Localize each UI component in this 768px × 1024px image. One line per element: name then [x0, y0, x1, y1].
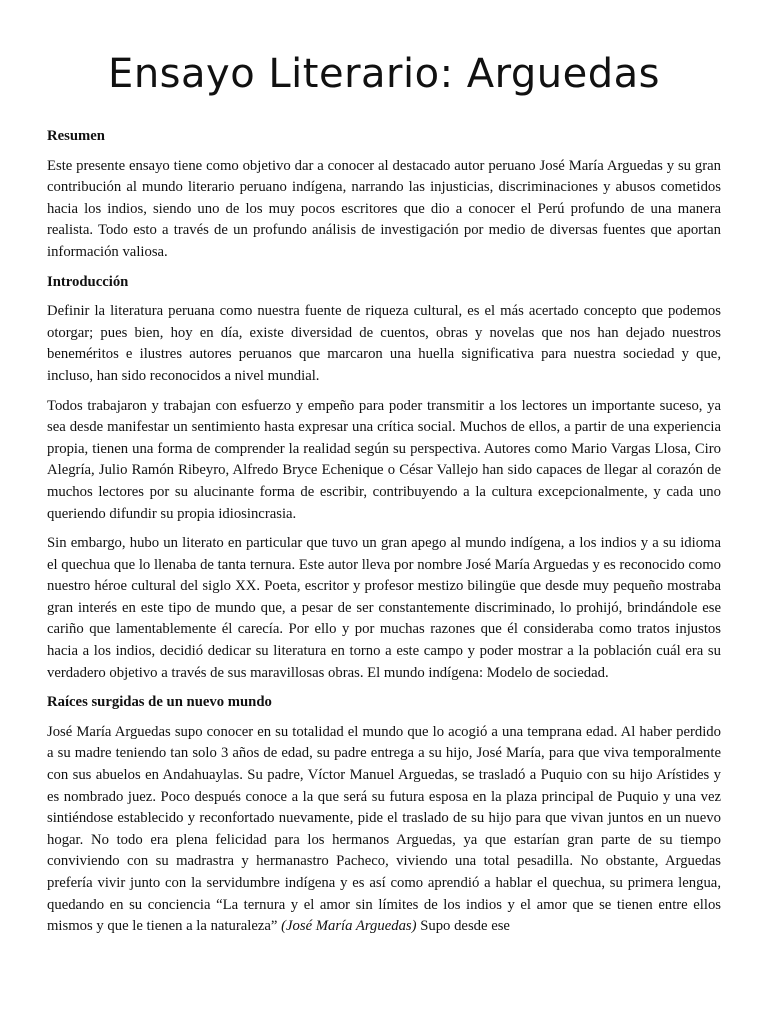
introduccion-paragraph-2: Todos trabajaron y trabajan con esfuerzo y empeño para poder transmitir a los lectores un importante suceso, ya sea desde manifestar un sentimiento hasta expresar una crítica social. Muchos de ellos, a partir de una experiencia propia, tienen una forma de comprender la realidad según su perspectiva. Autores como Mario Vargas Llosa, Ciro Alegría, Julio Ramón Ribeyro, Alfredo Bryce Echenique o César Vallejo han sido capaces de llegar al corazón de muchos lectores por su alucinante forma de escribir, contribuyendo a la cultura excepcionalmente, y cada uno queriendo difundir su propia idiosincrasia.: [47, 397, 721, 522]
section-heading-introduccion: Introducción: [47, 273, 129, 290]
raices-paragraph-tail: Supo desde ese: [416, 918, 510, 935]
arguedas-quote: “La ternura y el amor sin límites de los indios y el amor que se tienen entre ellos mismos y que le tienen a la naturaleza”: [47, 896, 722, 935]
raices-paragraph-text: José María Arguedas supo conocer en su totalidad el mundo que lo acogió a una temprana edad. Al haber perdido a su madre teniendo tan solo 3 años de edad, su padre entrega a su hijo, José María, para que viva temporalmente con sus abuelos en Andahuaylas. Su padre, Víctor Manuel Arguedas, se trasladó a Puquio con su hijo Arístides y es nombrado juez. Poco después conoce a la que será su futura esposa en la plaza principal de Puquio y una vez sintiéndose establecido y reconfortado nuevamente, pide el traslado de su hijo para que vivan juntos en un nuevo hogar. No todo era plena felicidad para los hermanos Arguedas, ya que estarían gran parte de su tiempo conviviendo con su madrastra y hermanastro Pacheco, viviendo una total pesadilla. No obstante, Arguedas prefería vivir junto con la servidumbre indígena y es así como aprendió a hablar el quechua, su primera lengua, quedando en su conciencia: [47, 723, 721, 913]
quote-citation: (José María Arguedas): [281, 918, 417, 935]
document-body: [47, 126, 721, 946]
introduccion-paragraph-3: Sin embargo, hubo un literato en particular que tuvo un gran apego al mundo indígena, a los indios y a su idioma el quechua que lo llenaba de tanta ternura. Este autor lleva por nombre José María Arguedas y es reconocido como nuestro héroe cultural del siglo XX. Poeta, escritor y profesor mestizo bilingüe que desde muy pequeño mostraba gran interés en este tipo de mundo que, a pesar de ser constantemente discriminado, lo prohijó, brindándole ese cariño que lamentablemente él carecía. Por ello y por muchas razones que él consideraba como tratos injustos hacia a los indios, decidió dedicar su literatura en torno a este campo y poder mostrar a la población cuál era su verdadero objetivo a través de sus maravillosas obras. El mundo indígena: Modelo de sociedad.: [47, 535, 721, 681]
introduccion-paragraph-1: Definir la literatura peruana como nuestra fuente de riqueza cultural, es el más acertado concepto que podemos otorgar; pues bien, hoy en día, existe diversidad de cuentos, obras y novelas que nos han dejado nuestros beneméritos e ilustres autores peruanos que marcaron una huella significativa para nuestra sociedad y que, incluso, han sido reconocidos a nivel mundial.: [47, 303, 721, 384]
section-heading-raices: Raíces surgidas de un nuevo mundo: [47, 694, 272, 711]
document-title: Ensayo Literario: Arguedas: [108, 51, 660, 97]
resumen-paragraph: Este presente ensayo tiene como objetivo dar a conocer al destacado autor peruano José María Arguedas y su gran contribución al mundo literario peruano indígena, narrando las injusticias, discriminaciones y abusos cometidos hacia los indios, siendo uno de los muy pocos escritores que dio a conocer el Perú profundo de una manera realista. Todo esto a través de un profundo análisis de investigación por medio de diversas fuentes que aportan información valiosa.: [47, 157, 721, 260]
section-heading-resumen: Resumen: [47, 128, 105, 144]
raices-paragraph: [47, 722, 721, 938]
